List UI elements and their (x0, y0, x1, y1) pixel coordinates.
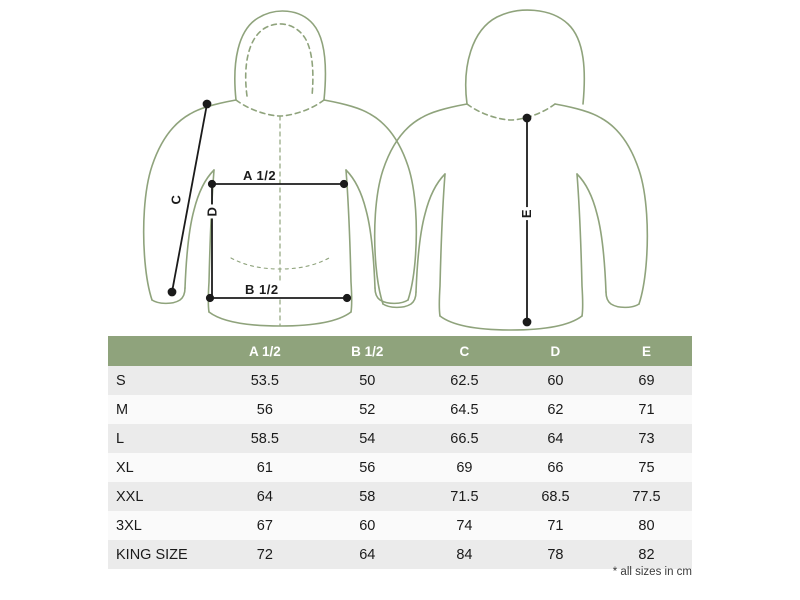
cell-c: 84 (419, 540, 510, 569)
cell-c: 66.5 (419, 424, 510, 453)
cell-a-half: 72 (214, 540, 316, 569)
cell-b-half: 58 (316, 482, 419, 511)
cell-c: 69 (419, 453, 510, 482)
cell-a-half: 53.5 (214, 366, 316, 395)
table-header-a-half: A 1/2 (214, 336, 316, 366)
cell-e: 80 (601, 511, 692, 540)
cell-c: 74 (419, 511, 510, 540)
dimension-label-e: E (519, 208, 535, 219)
cell-d: 71 (510, 511, 601, 540)
cell-e: 75 (601, 453, 692, 482)
cell-e: 69 (601, 366, 692, 395)
table-corner-cell (108, 336, 214, 366)
table-header-row (108, 336, 692, 366)
cell-d: 64 (510, 424, 601, 453)
row-size-label: XL (108, 453, 214, 482)
cell-c: 64.5 (419, 395, 510, 424)
cell-a-half: 58.5 (214, 424, 316, 453)
table-row (108, 511, 692, 540)
row-size-label: KING SIZE (108, 540, 214, 569)
row-size-label: 3XL (108, 511, 214, 540)
cell-c: 62.5 (419, 366, 510, 395)
cell-d: 60 (510, 366, 601, 395)
dimension-label-a-half: A 1/2 (240, 168, 279, 183)
cell-e: 71 (601, 395, 692, 424)
cell-e: 82 (601, 540, 692, 569)
cell-b-half: 60 (316, 511, 419, 540)
cell-a-half: 56 (214, 395, 316, 424)
cell-d: 68.5 (510, 482, 601, 511)
table-header-c: C (419, 336, 510, 366)
table-header-b-half: B 1/2 (316, 336, 419, 366)
units-footnote: * all sizes in cm (612, 566, 692, 578)
row-size-label: XXL (108, 482, 214, 511)
dimension-label-d: D (204, 206, 220, 217)
table-row (108, 482, 692, 511)
table-header-d: D (510, 336, 601, 366)
cell-b-half: 50 (316, 366, 419, 395)
dimension-label-c: C (168, 194, 184, 205)
table-row (108, 424, 692, 453)
cell-d: 66 (510, 453, 601, 482)
cell-b-half: 56 (316, 453, 419, 482)
cell-c: 71.5 (419, 482, 510, 511)
table-row (108, 453, 692, 482)
table-row (108, 395, 692, 424)
table-header-e: E (601, 336, 692, 366)
cell-d: 62 (510, 395, 601, 424)
cell-b-half: 64 (316, 540, 419, 569)
row-size-label: S (108, 366, 214, 395)
row-size-label: L (108, 424, 214, 453)
table-row (108, 540, 692, 569)
dimension-label-b-half: B 1/2 (242, 282, 282, 297)
cell-b-half: 54 (316, 424, 419, 453)
cell-e: 73 (601, 424, 692, 453)
cell-d: 78 (510, 540, 601, 569)
row-size-label: M (108, 395, 214, 424)
table-row (108, 366, 692, 395)
cell-b-half: 52 (316, 395, 419, 424)
cell-a-half: 67 (214, 511, 316, 540)
cell-a-half: 61 (214, 453, 316, 482)
size-table (108, 336, 692, 569)
cell-a-half: 64 (214, 482, 316, 511)
cell-e: 77.5 (601, 482, 692, 511)
